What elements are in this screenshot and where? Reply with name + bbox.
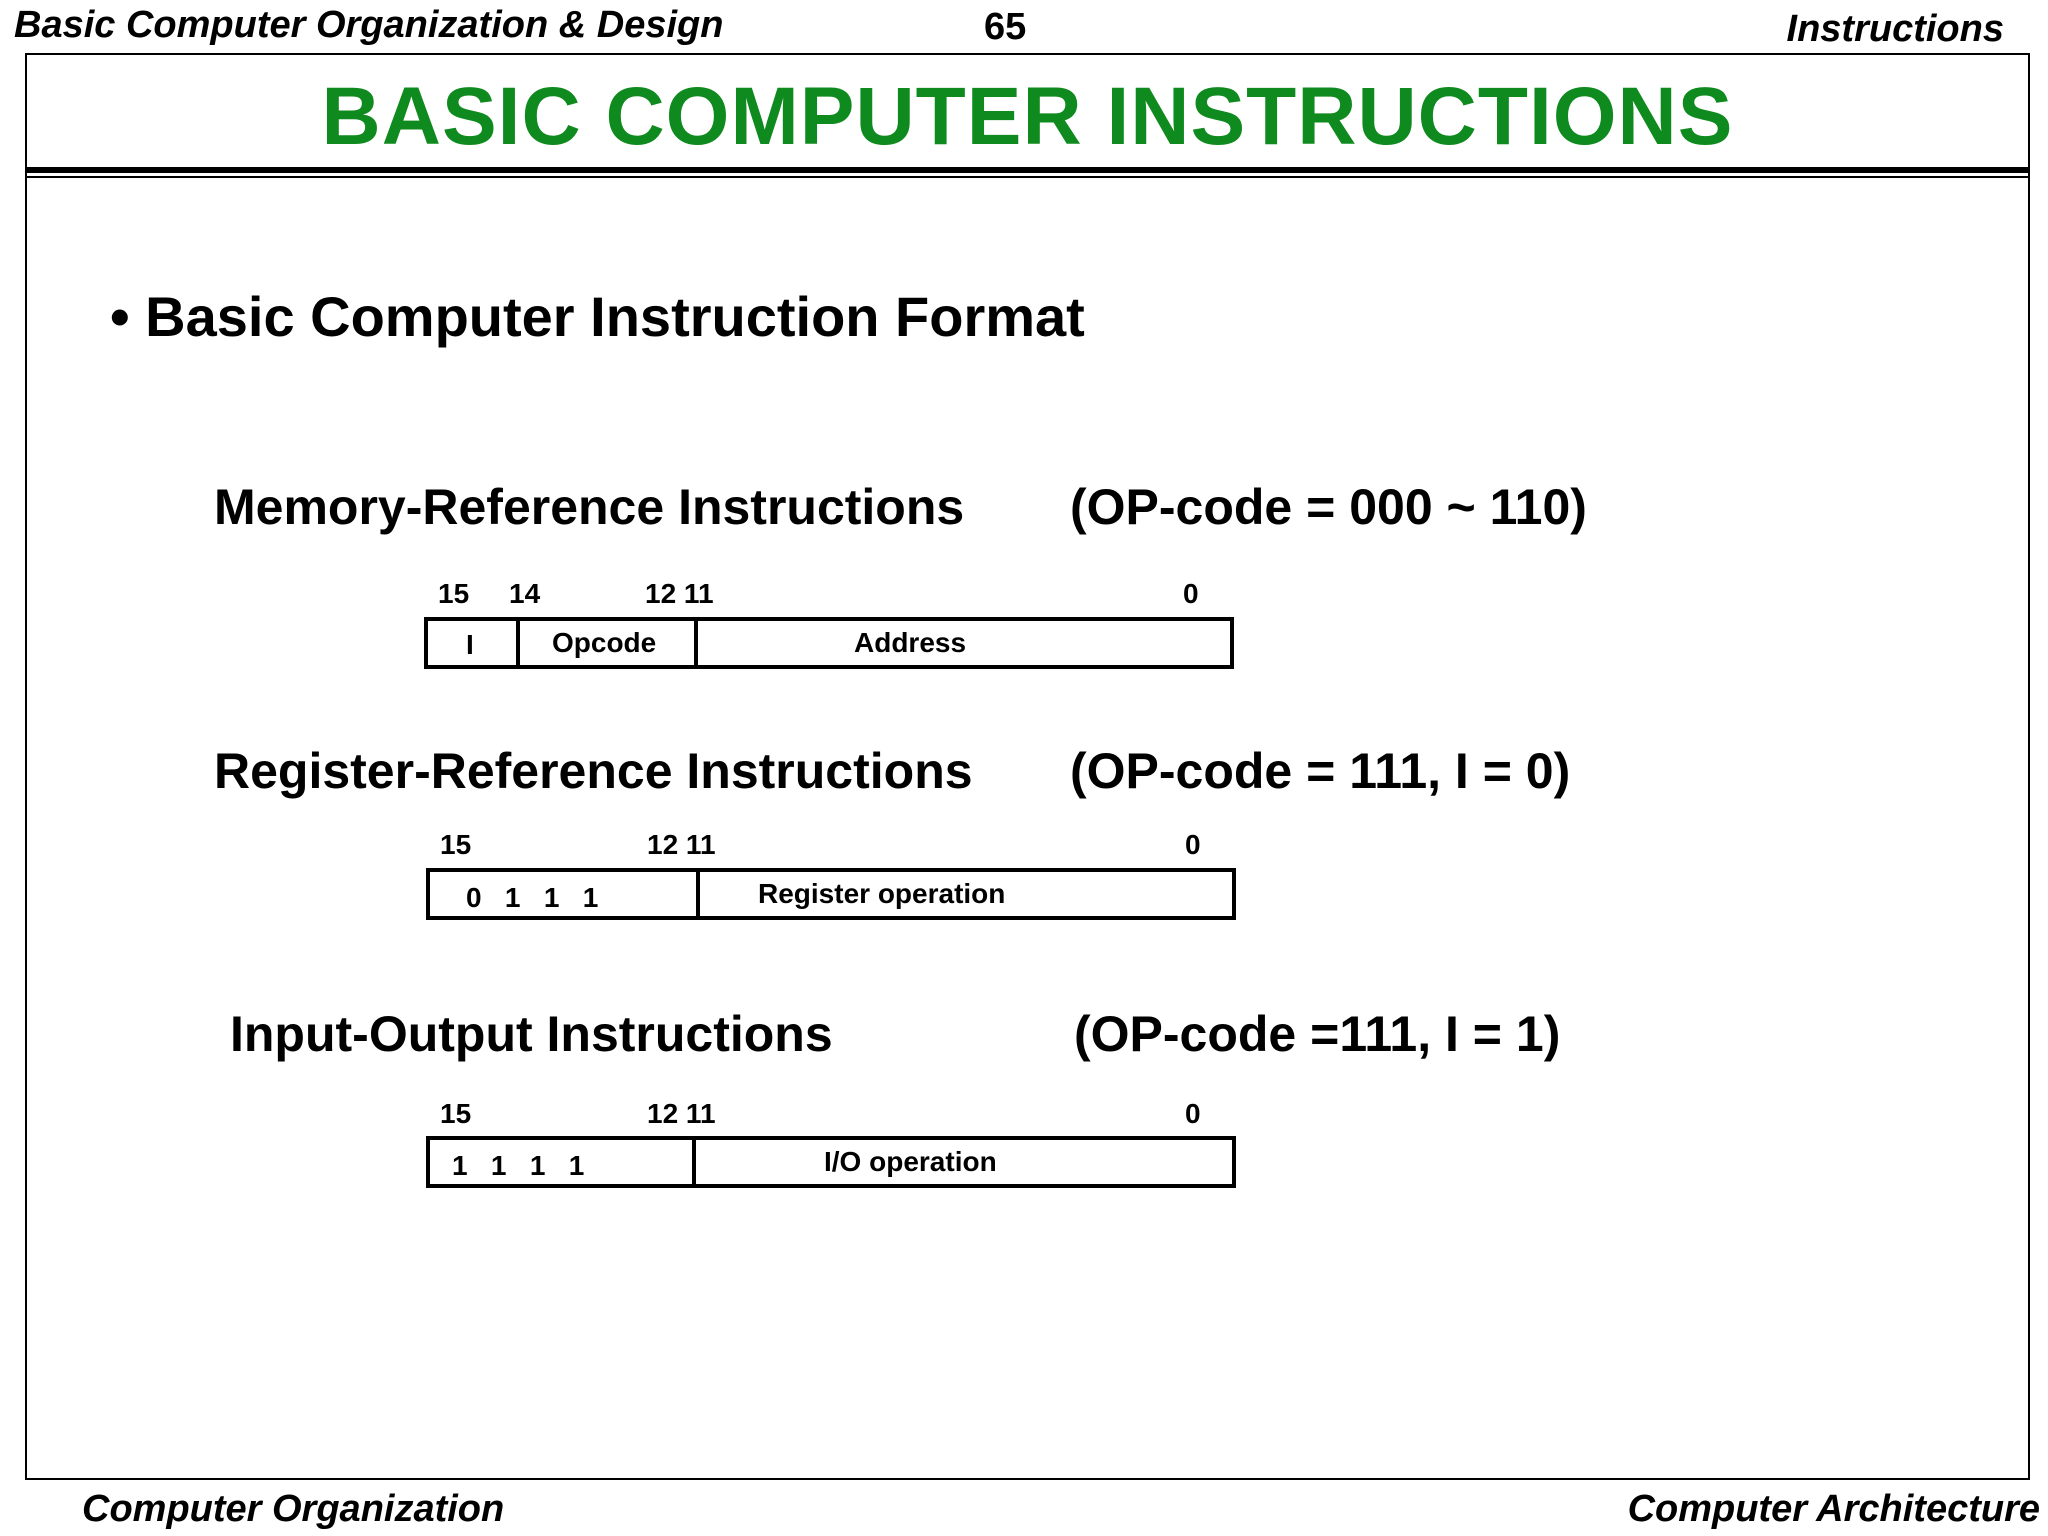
input-output-format [426,1136,1236,1188]
bit-label: 12 11 [647,829,716,860]
footer-right: Computer Architecture [1627,1488,2040,1530]
bit-label: 12 11 [647,1098,716,1129]
memory-reference-format [424,617,1234,669]
register-reference-format [426,868,1236,920]
header-course-title: Basic Computer Organization & Design [14,4,724,46]
bit-label: 15 [440,829,472,860]
page-number: 65 [984,6,1027,48]
bit-label: 0 [1185,1098,1201,1129]
field-address: Address [854,627,967,658]
bullet-heading: • Basic Computer Instruction Format [110,285,1085,348]
field-divider [692,1140,696,1184]
field-indirect-bit: I [466,629,474,660]
bit-label: 15 [440,1098,472,1129]
bit-label: 12 11 [645,578,714,609]
field-divider [694,621,698,665]
input-output-title: Input-Output Instructions [230,1006,833,1062]
memory-reference-title: Memory-Reference Instructions [214,479,965,535]
title-divider-thick [25,167,2030,173]
field-register-operation: Register operation [758,878,1006,909]
register-reference-title: Register-Reference Instructions [214,743,973,799]
bit-label: 0 [1185,829,1201,860]
field-io-operation: I/O operation [824,1146,997,1177]
header-section-title: Instructions [1786,8,2004,50]
bit-label: 0 [1183,578,1199,609]
input-output-opcode: (OP-code =111, I = 1) [1074,1006,1561,1062]
memory-reference-opcode: (OP-code = 000 ~ 110) [1070,479,1587,535]
field-opcode: Opcode [552,627,657,658]
field-divider [516,621,520,665]
field-divider [696,872,700,916]
footer-left: Computer Organization [82,1488,505,1530]
field-opcode-bits: 1 1 1 1 [452,1150,585,1181]
slide-title: BASIC COMPUTER INSTRUCTIONS [321,71,1734,162]
title-divider-thin [25,176,2030,178]
register-reference-opcode: (OP-code = 111, I = 0) [1070,743,1571,799]
bit-label: 14 [509,578,541,609]
bit-label: 15 [438,578,470,609]
field-opcode-bits: 0 1 1 1 [466,882,599,913]
